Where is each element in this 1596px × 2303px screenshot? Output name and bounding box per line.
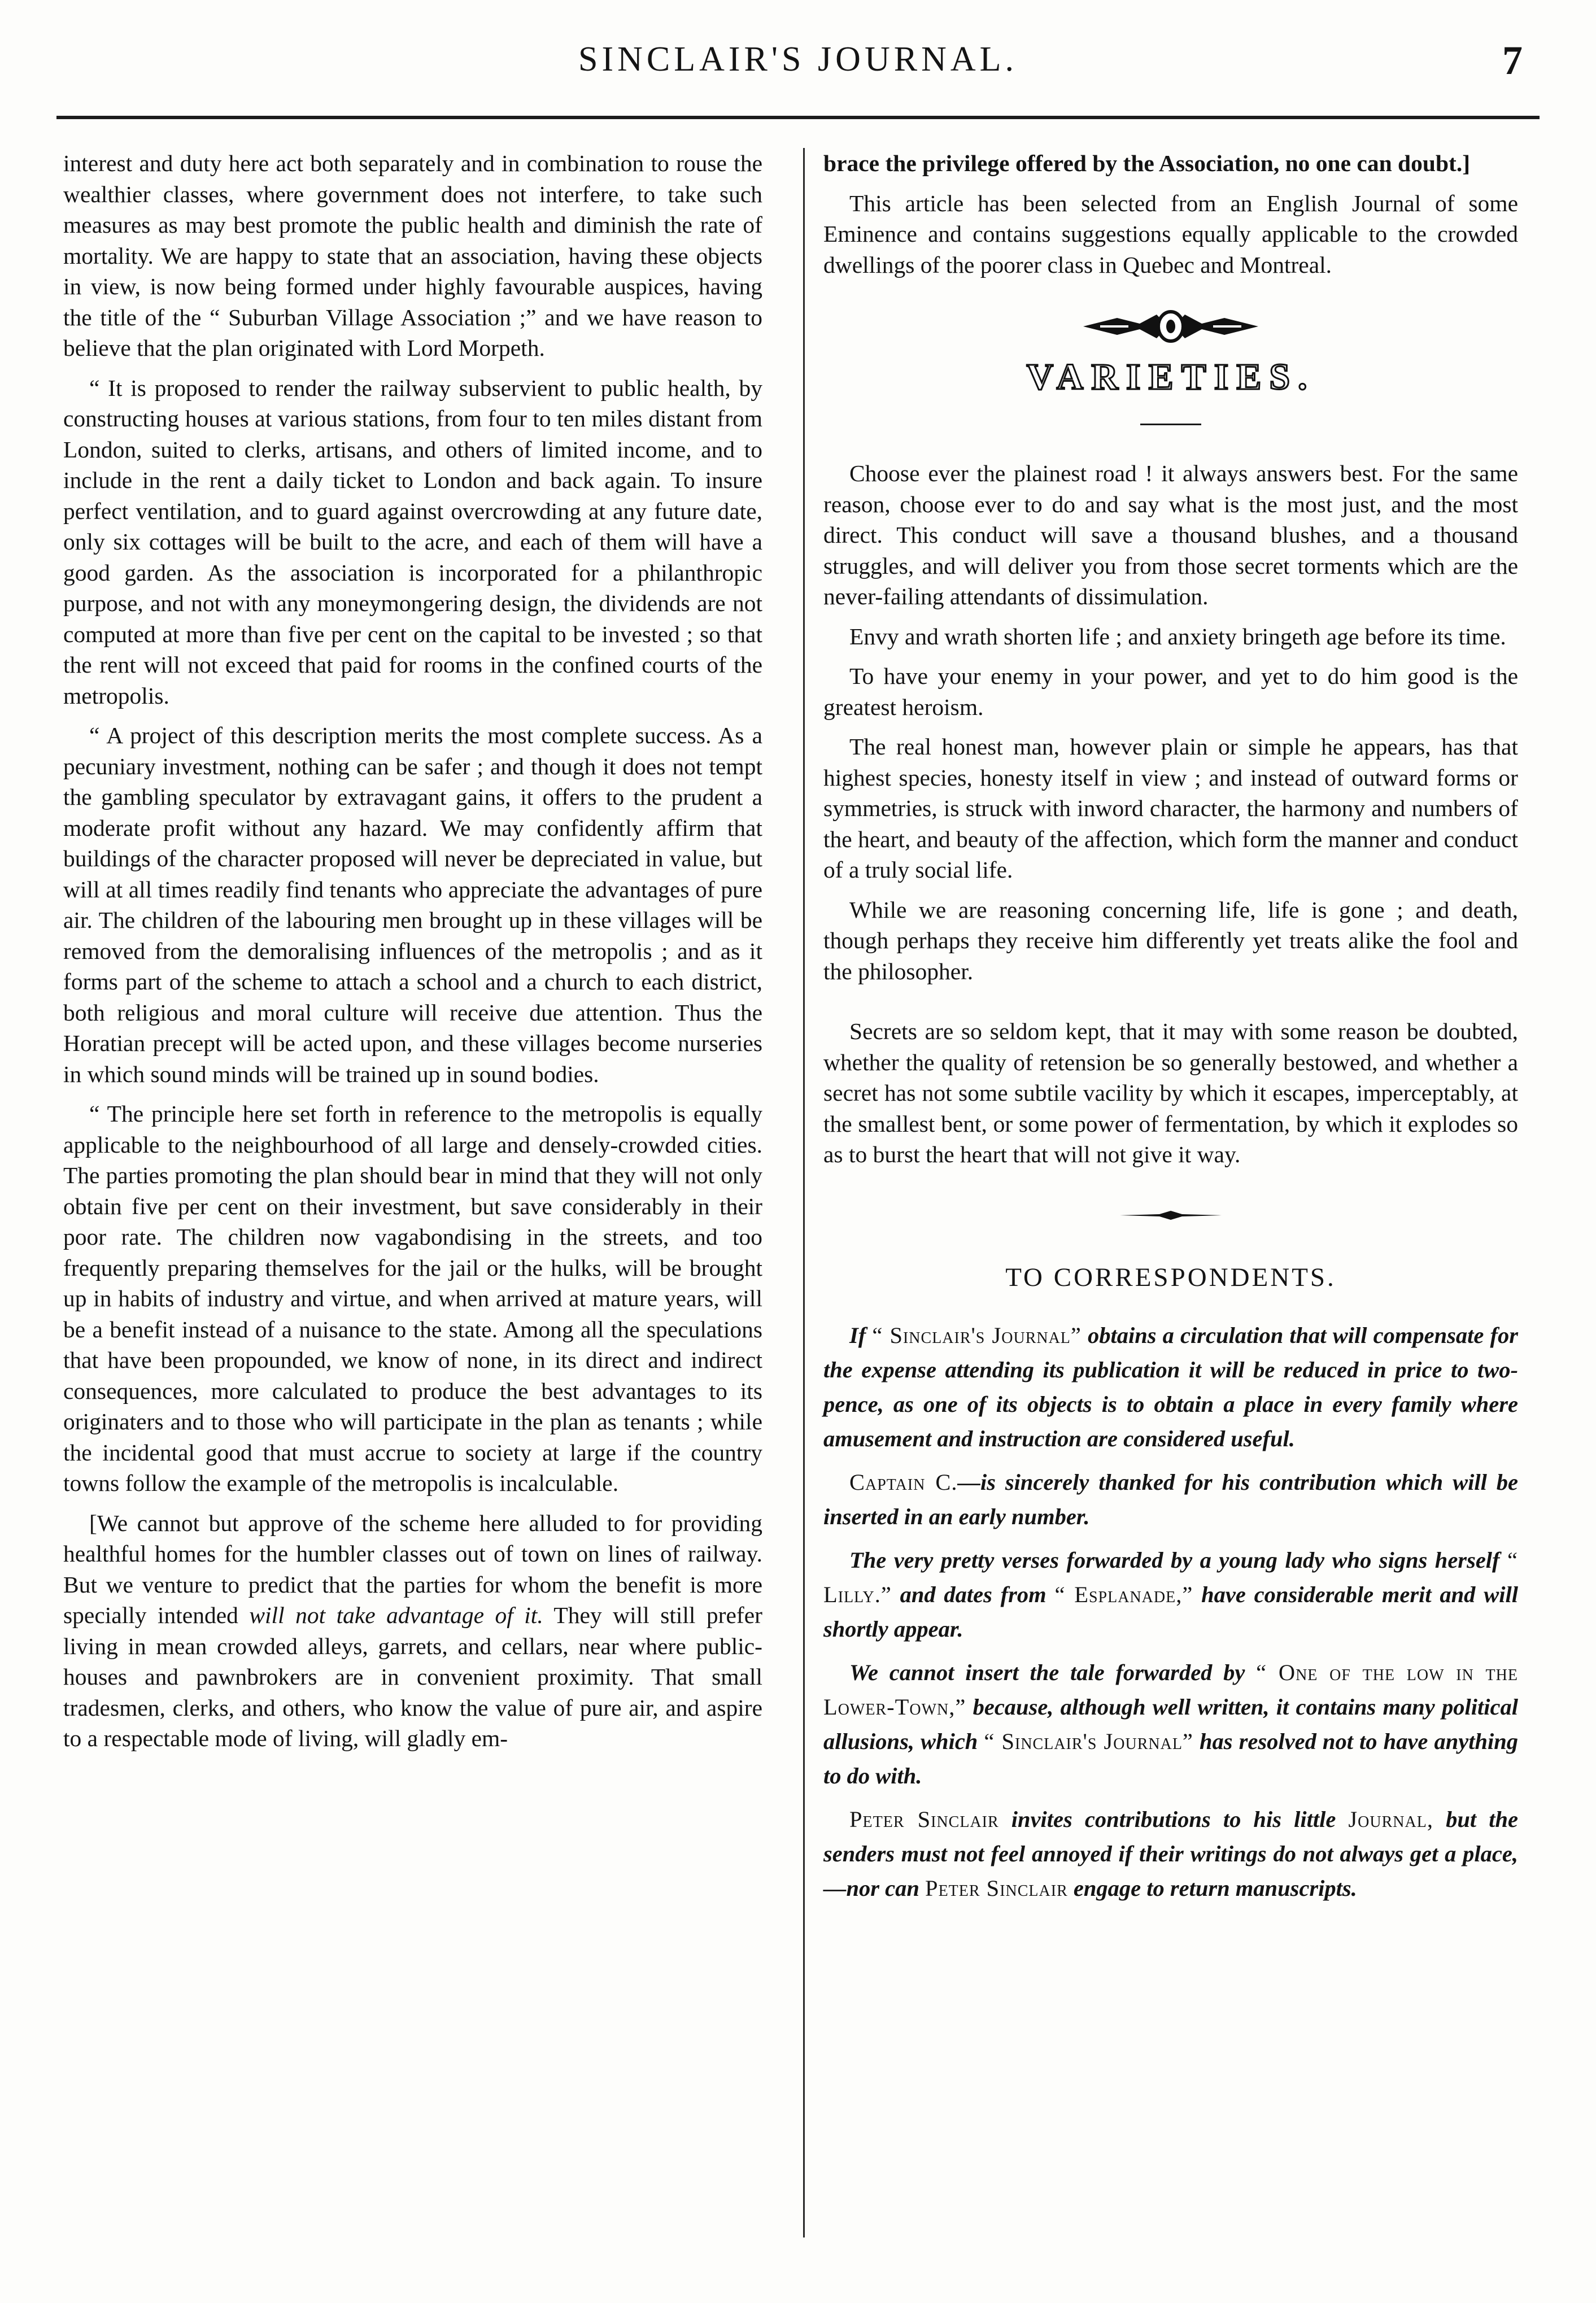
journal-name-smallcaps: “ Sinclair's Journal” — [872, 1322, 1082, 1348]
correspondent-name: “ One of the low in the Lower-Town,” — [823, 1659, 1518, 1720]
note-text: because, although well written, it contains many political allusions, which — [823, 1694, 1518, 1754]
variety-paragraph: Secrets are so seldom kept, that it may with some reason be doubted, whether the quality of retension be so generally bestowed, and whether a secret has not some subtile vacility by which it escapes, imperceptably, at the smallest bent, or some power of fermentation, by which it explodes so as to burst the heart that will not give it way. — [823, 1018, 1518, 1167]
article-paragraph: “ The principle here set forth in reference to the metropolis is equally applicable to the neighbourhood of all large and densely-crowded cities. The parties promoting the plan should bear in mind that they will not only obtain five per cent on their investment, but save considerably in their poor rate. The children now vagabondising in the streets, and too frequently preparing themselves for the jail or the hulks, will be brought up in habits of industry and virtue, and when arrived at mature years, will be a benefit instead of a nuisance to the state. Among all the speculations that have been propounded, we know of none, in its direct and indirect consequences, more calculated to produce the best advantages to its originaters and to those who will participate in the plan as tenants ; while the incidental good that must accrue to society at large if the country towns follow the example of the metropolis is incalculable. — [63, 1101, 762, 1496]
variety-paragraph: To have your enemy in your power, and yet to do him good is the greatest heroism. — [823, 663, 1518, 720]
editorial-note-text: [We cannot but approve of the scheme here alluded to for providing healthful homes for the humbler classes out of town on lines of railway. But we venture to predict that the parties for whom the benefit is more specially intended — [63, 1510, 762, 1628]
dash-rule-icon — [823, 1210, 1518, 1221]
editorial-note-paragraph — [63, 1508, 762, 1754]
note-text: —is sincerely thanked for his contribution which will be inserted in an early number. — [823, 1469, 1518, 1529]
spacer — [823, 996, 1518, 1016]
variety-paragraph: While we are reasoning concerning life, life is gone ; and death, though perhaps they receive him differently yet treats alike the fool and the philosopher. — [823, 896, 1518, 984]
place-name: “ Esplanade,” — [1054, 1581, 1193, 1607]
left-column — [63, 148, 762, 1763]
ornament-flourish-icon — [823, 305, 1518, 348]
note-text: If — [849, 1322, 873, 1348]
variety-paragraph: Envy and wrath shorten life ; and anxiety bringeth age before its time. — [849, 623, 1506, 649]
correspondent-note — [823, 1802, 1518, 1905]
note-text: invites contributions to his little — [998, 1806, 1349, 1832]
note-text: obtains a circulation that will compensate for the expense attending its publication it will be reduced in price to two-pence, as one of its objects is to obtain a place in every family where amusement and instruction are considered useful. — [823, 1322, 1518, 1451]
correspondents-heading: TO CORRESPONDENTS. — [1005, 1262, 1336, 1292]
correspondent-note — [823, 1318, 1518, 1456]
article-paragraph: “ A project of this description merits the most complete success. As a pecuniary investment, nothing can be safer ; and though it does not tempt the gambling speculator by extravagant gains, it offers to the prudent a moderate profit without any hazard. We may confidently affirm that buildings of the character proposed will never be depreciated in value, but will at all times readily find tenants who appreciate the advantages of pure air. The children of the labouring men brought up in these villages will be removed from the demoralising influences of the metropolis ; and as it forms part of the scheme to attach a school and a church to each district, both religious and moral culture will receive due attention. Thus the Horatian precept will be acted upon, and these villages become nurseries in which sound minds will be trained up in sound bodies. — [63, 722, 762, 1087]
running-head — [0, 40, 1596, 90]
variety-paragraph: The real honest man, however plain or simple he appears, has that highest species, honesty itself in view ; and instead of outward forms or symmetries, is struck with inword character, the harmony and numbers of the heart, and beauty of the affection, which form the manner and conduct of a truly social life. — [823, 734, 1518, 883]
article-paragraph: “ It is proposed to render the railway subservient to public health, by constructing houses at various stations, from four to ten miles distant from London, suited to clerks, artisans, and others of limited income, and to include in the rent a daily ticket to London and back again. To insure perfect ventilation, and to guard against overcrowding at any future date, only six cottages will be built to the acre, and each of them will have a good garden. As the association is incorporated for a philanthropic purpose, and not with any moneymongering design, the dividends are not computed at more than five per cent on the capital to be invested ; so that the rent will not exceed that paid for rooms in the confined courts of the metropolis. — [63, 374, 762, 709]
note-text: engage to return manuscripts. — [1067, 1875, 1357, 1901]
note-text: and dates from — [891, 1581, 1055, 1607]
variety-paragraph: Choose ever the plainest road ! it always answers best. For the same reason, choose ever to do and say what is the most just, and the most direct. This conduct will save a thousand blushes, and a thousand struggles, and will deliver you from those secret torments which are the never-failing attendants of dissimulation. — [823, 460, 1518, 609]
note-text: have considerable merit and will shortly appear. — [823, 1581, 1518, 1642]
note-text: We cannot insert the tale forwarded by — [849, 1659, 1257, 1685]
note-text: has resolved not to have anything to do with. — [823, 1728, 1518, 1789]
correspondent-name: Captain C. — [849, 1469, 958, 1495]
article-continuation: brace the privilege offered by the Association, no one can doubt.] — [823, 150, 1471, 176]
correspondent-name: “ Lilly.” — [823, 1547, 1518, 1607]
correspondent-note — [823, 1655, 1518, 1793]
editor-name: Peter Sinclair — [849, 1806, 999, 1832]
short-rule — [1140, 424, 1201, 425]
varieties-title: VARIETIES. — [1026, 356, 1315, 398]
header-rule — [56, 116, 1540, 119]
correspondent-note — [823, 1543, 1518, 1646]
source-note: This article has been selected from an English Journal of some Eminence and contains suggestions equally applicable to the crowded dwellings of the poorer class in Quebec and Montreal. — [823, 190, 1518, 278]
column-divider — [803, 148, 805, 2237]
note-text: The very pretty verses forwarded by a young lady who signs herself — [849, 1547, 1508, 1573]
page-number: 7 — [1502, 38, 1523, 83]
journal-name-smallcaps: Journal, — [1348, 1806, 1433, 1832]
correspondent-note — [823, 1465, 1518, 1534]
right-column — [823, 148, 1518, 1914]
correspondents-section — [823, 1318, 1518, 1905]
journal-name: SINCLAIR'S JOURNAL. — [578, 40, 1018, 78]
article-paragraph: interest and duty here act both separately and in combination to rouse the wealthier classes, where government does not interfere, to take such measures as may best promote the public health and diminish the rate of mortality. We are happy to state that an association, having these objects in view, is now being formed under highly favourable auspices, having the title of the “ Suburban Village Association ;” and we have reason to believe that the plan originated with Lord Morpeth. — [63, 150, 762, 361]
editor-name: Peter Sinclair — [925, 1875, 1068, 1901]
editorial-note-text: They will still prefer living in mean crowded alleys, garrets, and cellars, near where public-houses and pawnbrokers are in convenient proximity. That small tradesmen, clerks, and others, who know the value of pure air, and aspire to a respectable mode of living, will gladly em- — [63, 1602, 762, 1751]
editorial-note-italic: will not take advantage of it. — [249, 1602, 543, 1628]
journal-name-smallcaps: “ Sinclair's Journal” — [984, 1728, 1193, 1754]
note-text: but the senders must not feel annoyed if their writings do not always get a place,—nor can — [823, 1806, 1518, 1901]
